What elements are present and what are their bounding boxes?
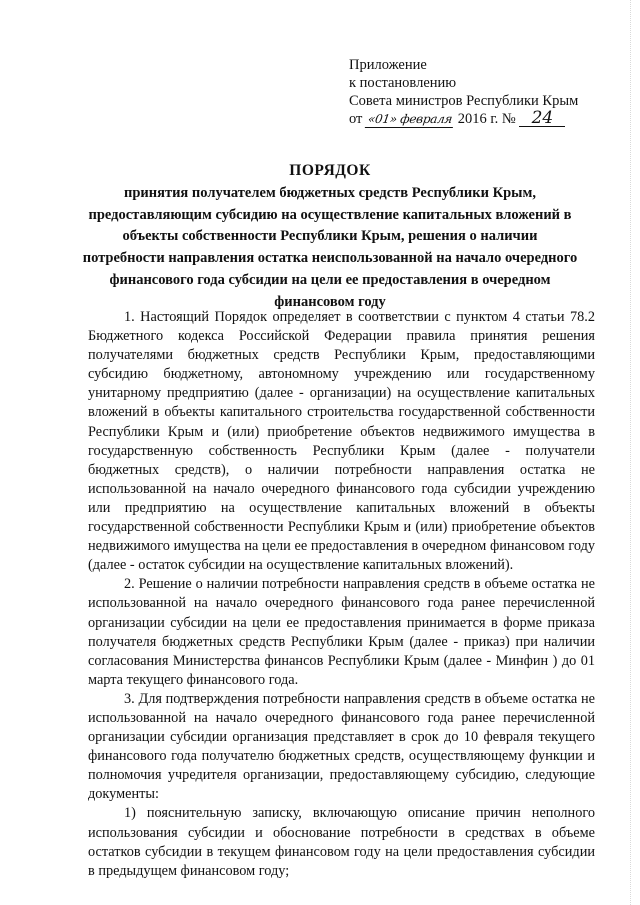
paragraph-4: 1) пояснительную записку, включающую описание причин неполного использования субсидии и обоснование потребности в средствах в объеме остатков субсидии в текущем финансовом году на цели предоставления субсидии в предыдущем финансовом году; [88, 805, 595, 879]
title-subtitle: принятия получателем бюджетных средств Республики Крым, предоставляющим субсидию на осуществление капитальных вложений в объекты собственности Республики Крым, решения о наличии потребности направления остатка неиспользованной на начало очередного финансового года субсидии на цели ее предоставления в очередном финансовом году [82, 184, 578, 310]
date-prefix: от [349, 111, 363, 127]
page-edge-right [628, 0, 631, 905]
appendix-line-2: к постановлению [349, 75, 457, 91]
paragraph-1: 1. Настоящий Порядок определяет в соответствии с пунктом 4 статьи 78.2 Бюджетного кодекса Российской Федерации правила принятия решения получателями бюджетных средств Республики Крым, предоставляющими субсидию бюджетному, автономному учреждению или государственному унитарному предприятию (далее - организации) на осуществление капитальных вложений в объекты капитального строительства государственной собственности Республики Крым и (или) приобретение объектов недвижимого имущества в государственную собственность Республики Крым (далее - получатели бюджетных средств), о наличии потребности направления остатка не использованной на начало очередного финансового года субсидии учреждению или предприятию на осуществление капитальных вложений в объекты государственной собственности Республики Крым и (или) приобретение объектов недвижимого имущества на цели ее предоставления в очередном финансовом году (далее - остаток субсидии на осуществление капитальных вложений). [88, 309, 595, 574]
handwritten-date: «01» февраля [365, 111, 455, 128]
year-text: 2016 г. № [457, 111, 516, 127]
paragraph-3: 3. Для подтверждения потребности направления средств в объеме остатка не использованной на начало очередного финансового года ранее перечисленной организации субсидии организация представляет в срок до 10 февраля текущего финансового года получателю бюджетных средств, осуществляющему функции и полномочия учредителя организации, предоставляющему субсидию, следующие документы: [88, 690, 595, 803]
document-body [88, 308, 595, 881]
appendix-date-line [349, 110, 609, 128]
title-heading: ПОРЯДОК [289, 162, 371, 179]
appendix-line-3: Совета министров Республики Крым [349, 93, 579, 109]
appendix-block [349, 56, 609, 128]
paragraph-2: 2. Решение о наличии потребности направления средств в объеме остатка не использованной на начало очередного финансового года ранее перечисленной организации субсидии на цели ее предоставления принимается в форме приказа получателя бюджетных средств Республики Крым (далее - приказ) при наличии согласования Министерства финансов Республики Крым (далее - Минфин ) до 01 марта текущего финансового года. [88, 576, 595, 688]
document-title [80, 160, 580, 314]
handwritten-number: 24 [519, 110, 565, 127]
appendix-line-1: Приложение [349, 57, 427, 73]
